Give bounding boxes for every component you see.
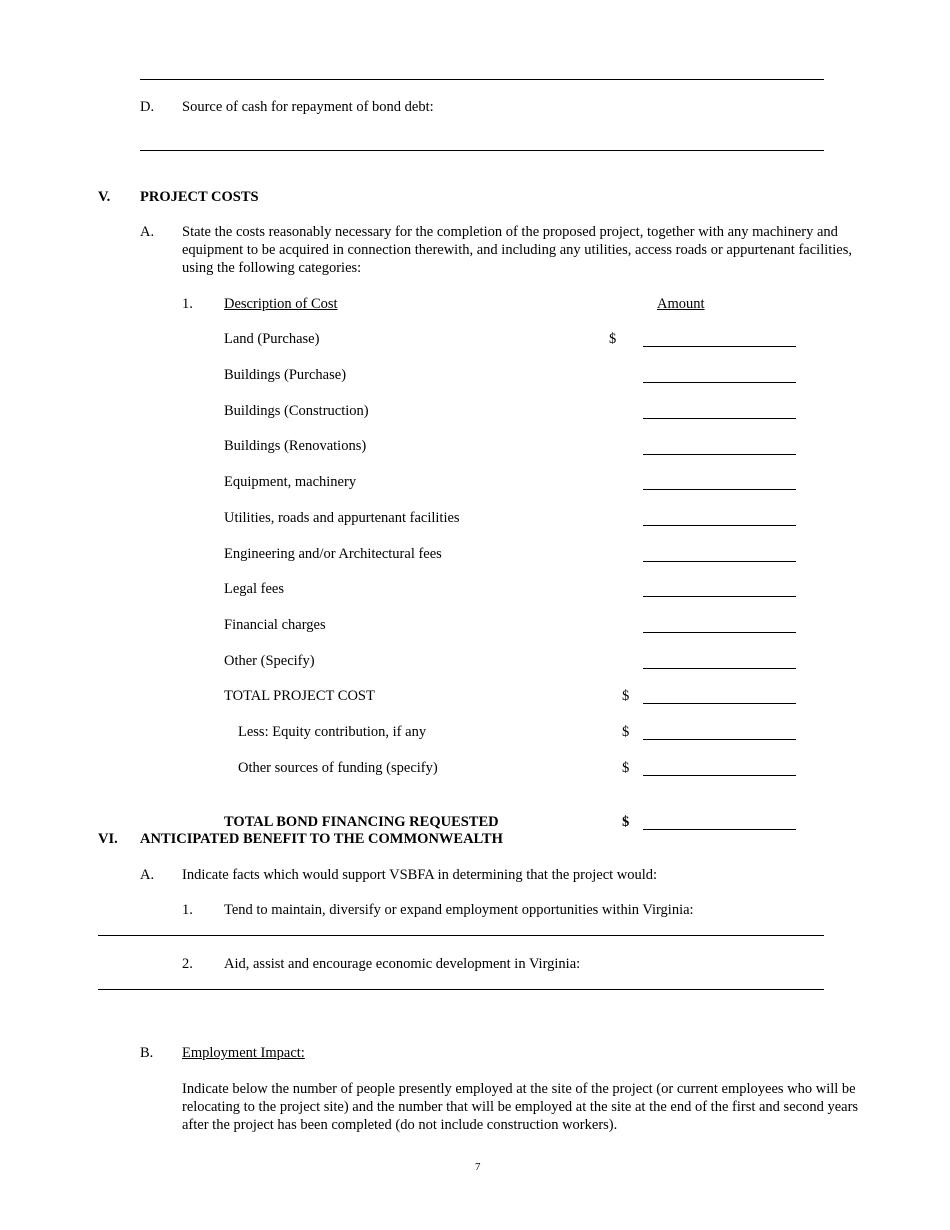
section-vi-b-text: Indicate below the number of people presently employed at the site of the project (or current employees who will be relocating to the project site) and the number that will be employed at the site at the end of the first and second years after the project has been completed (do not include construction workers). (182, 1081, 859, 1133)
cost-field-buildings-construction[interactable] (643, 418, 796, 419)
cost-description-header: Description of Cost (224, 296, 338, 312)
section-vi-b-heading: Employment Impact: (182, 1045, 305, 1061)
cost-field-buildings-purchase[interactable] (643, 382, 796, 383)
section-vi-a-letter: A. (140, 867, 155, 883)
section-vi-a2-answer-line[interactable] (98, 989, 824, 990)
cost-table-number: 1. (182, 296, 193, 312)
cost-field-engineering[interactable] (643, 561, 796, 562)
cost-currency-other-funding: $ (622, 760, 630, 776)
cost-currency-land-purchase: $ (609, 331, 617, 347)
cost-label-buildings-purchase: Buildings (Purchase) (224, 367, 347, 383)
cost-label-legal-fees: Legal fees (224, 581, 284, 597)
cost-label-land-purchase: Land (Purchase) (224, 331, 320, 347)
section-d-letter: D. (140, 99, 155, 115)
section-v-a-text: State the costs reasonably necessary for the completion of the proposed project, together with any machinery and equipment to be acquired in connection therewith, and including any utilities, access roads or appurtenant facilities, using the following categories: (182, 224, 853, 276)
section-d-text: Source of cash for repayment of bond debt: (182, 99, 434, 115)
section-v-a-letter: A. (140, 224, 155, 240)
cost-field-buildings-renovations[interactable] (643, 454, 796, 455)
section-d-answer-line[interactable] (140, 150, 824, 151)
cost-field-total-project[interactable] (643, 703, 796, 704)
cost-field-financial-charges[interactable] (643, 632, 796, 633)
cost-label-engineering: Engineering and/or Architectural fees (224, 546, 442, 562)
section-vi-b-letter: B. (140, 1045, 154, 1061)
cost-label-buildings-renovations: Buildings (Renovations) (224, 438, 367, 454)
cost-label-utilities: Utilities, roads and appurtenant facilities (224, 510, 460, 526)
cost-label-other: Other (Specify) (224, 653, 315, 669)
cost-field-equipment[interactable] (643, 489, 796, 490)
total-bond-financing-label: TOTAL BOND FINANCING REQUESTED (224, 814, 499, 830)
section-v-title: PROJECT COSTS (140, 189, 259, 205)
section-vi-a2-text: Aid, assist and encourage economic development in Virginia: (224, 956, 581, 972)
section-vi-a1-answer-line[interactable] (98, 935, 824, 936)
section-vi-a1-text: Tend to maintain, diversify or expand employment opportunities within Virginia: (224, 902, 694, 918)
cost-currency-total-project: $ (622, 688, 630, 704)
section-vi-a1-number: 1. (182, 902, 193, 918)
cost-field-legal-fees[interactable] (643, 596, 796, 597)
cost-label-equipment: Equipment, machinery (224, 474, 357, 490)
section-vi-numeral: VI. (98, 831, 118, 847)
cost-label-equity: Less: Equity contribution, if any (238, 724, 427, 740)
cost-field-land-purchase[interactable] (643, 346, 796, 347)
cost-label-buildings-construction: Buildings (Construction) (224, 403, 369, 419)
cost-field-utilities[interactable] (643, 525, 796, 526)
cost-currency-equity: $ (622, 724, 630, 740)
page-number: 7 (475, 1161, 481, 1173)
cost-field-other-funding[interactable] (643, 775, 796, 776)
section-vi-title: ANTICIPATED BENEFIT TO THE COMMONWEALTH (140, 831, 503, 847)
cost-field-other[interactable] (643, 668, 796, 669)
top-answer-line[interactable] (140, 79, 824, 80)
cost-label-other-funding: Other sources of funding (specify) (238, 760, 438, 776)
section-vi-a2-number: 2. (182, 956, 193, 972)
total-bond-financing-field[interactable] (643, 829, 796, 830)
cost-field-equity[interactable] (643, 739, 796, 740)
section-v-numeral: V. (98, 189, 111, 205)
total-bond-financing-currency: $ (622, 814, 630, 830)
cost-label-financial-charges: Financial charges (224, 617, 326, 633)
section-vi-a-text: Indicate facts which would support VSBFA in determining that the project would: (182, 867, 658, 883)
cost-amount-header: Amount (657, 296, 705, 312)
cost-label-total-project: TOTAL PROJECT COST (224, 688, 375, 704)
